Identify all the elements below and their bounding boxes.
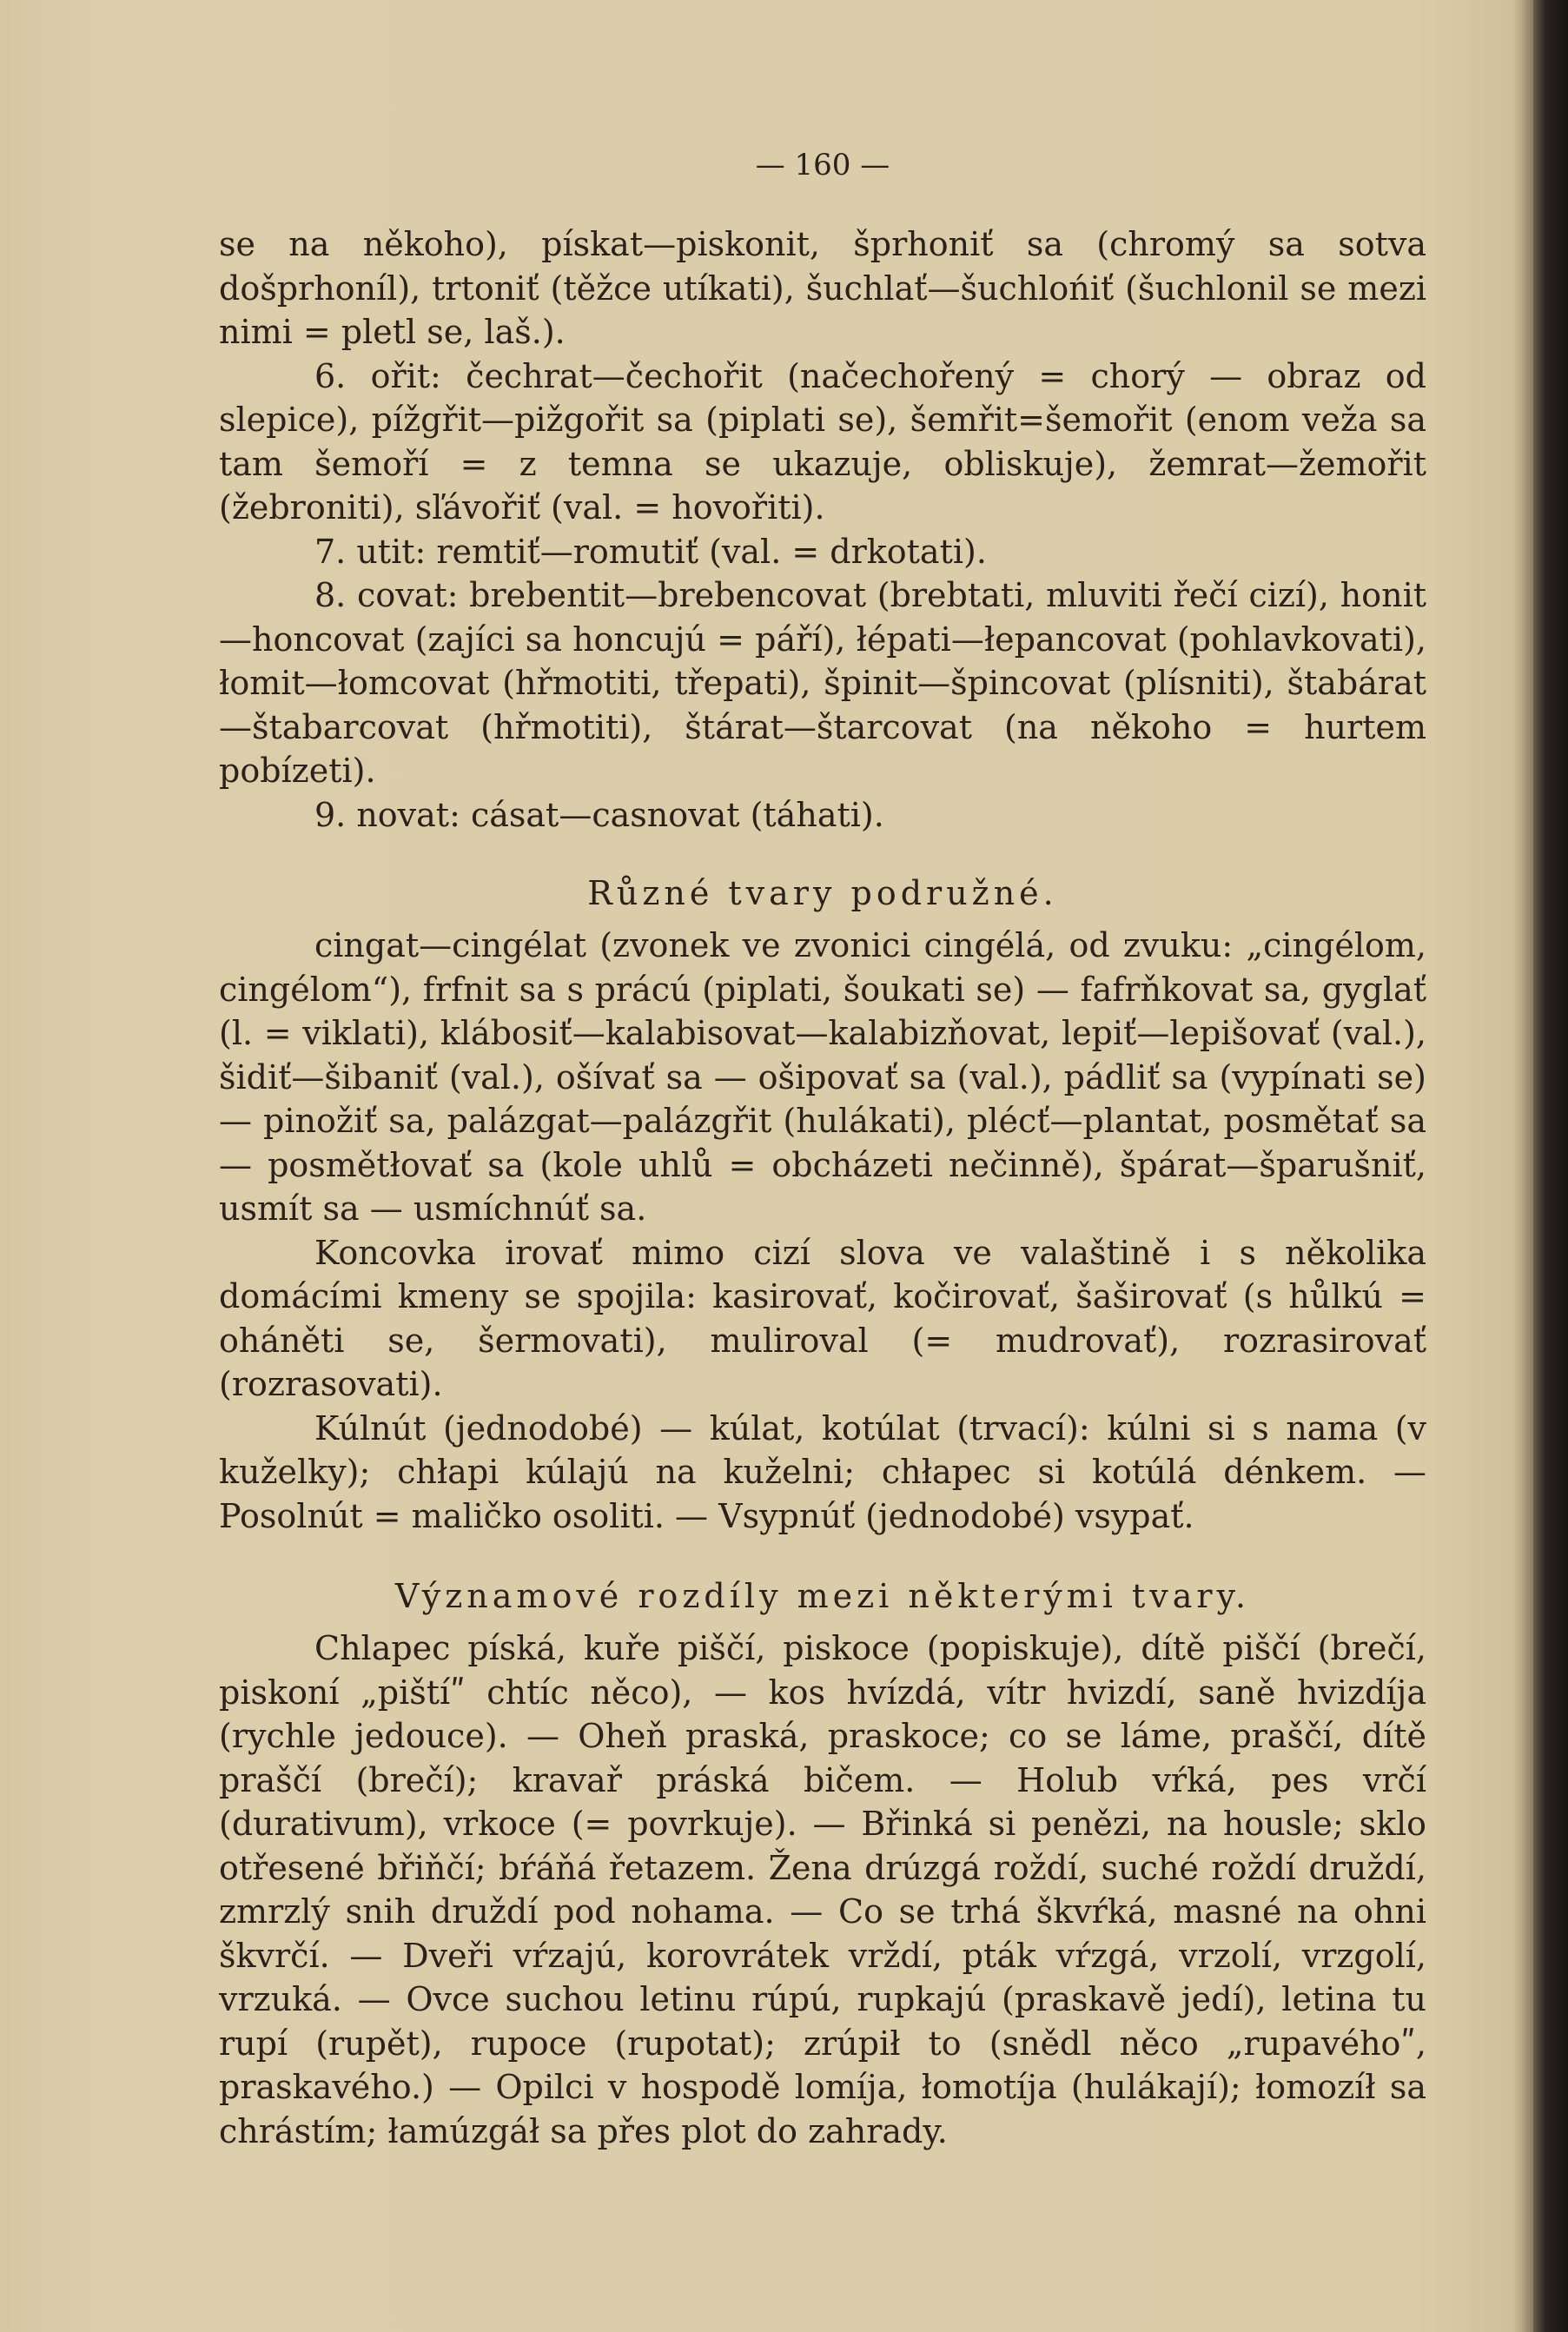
paragraph: se na někoho), pískat—piskonit, šprhoniť sa (chromý sa sotva došprhoníl), trtoniť (těžce utíkati), šuchlať—šuchlońiť (šuchlonil se mezi nimi = pletl se, laš.). xyxy=(219,225,1426,351)
paragraph: 7. utit: remtiť—romutiť (val. = drkotati). xyxy=(314,532,987,571)
paragraph: 9. novat: cásat—casnovat (táhati). xyxy=(314,795,884,834)
book-edge xyxy=(1533,0,1568,2332)
paragraph: Koncovka irovať mimo cizí slova ve valaštině i s několika domácími kmeny se spojila: kasirovať, kočirovať, šaširovať (s hůlkú = oháněti se, šermovati), muliroval (= mudrovať), rozrasirovať (rozrasovati). xyxy=(219,1233,1426,1403)
section-heading: Různé tvary podružné. xyxy=(587,874,1058,912)
paragraph: Chlapec píská, kuře piščí, piskoce (popiskuje), dítě piščí (brečí, piskoní „pištíʺ chtíc něco), — kos hvízdá, vítr hvizdí, saně hvizdíja (rychle jedouce). — Oheň praská, praskoce; co se láme, praščí, dítě praščí (brečí); kravař práská bičem. — Holub vŕká, pes vrčí (durativum), vrkoce (= povrkuje). — Břinká si penězi, na housle; sklo otřesené břiňčí; bŕáňá řetazem. Žena drúzgá roždí, suché roždí druždí, zmrzlý snih druždí pod nohama. — Co se trhá škvŕká, masné na ohni škvrčí. — Dveři vŕzajú, korovrátek vrždí, pták vŕzgá, vrzolí, vrzgolí, vrzuká. — Ovce suchou letinu rúpú, rupkajú (praskavě jedí), letina tu rupí (rupět), rupoce (rupotat); zrúpił to (snědl něco „rupavéhoʺ, praskavého.) — Opilci v hospodě lomíja, łomotíja (hulákají); łomozíł sa chrástím; łamúzgáł sa přes plot do zahrady. xyxy=(219,1629,1426,2150)
paragraph: Kúlnút (jednodobé) — kúlat, kotúlat (trvací): kúlni si s nama (v kuželky); chłapi kúlajú na kuželni; chłapec si kotúlá dénkem. — Posolnút = maličko osoliti. — Vsypnúť (jednodobé) vsypať. xyxy=(219,1408,1426,1535)
paragraph: 8. covat: brebentit—brebencovat (brebtati, mluviti řečí cizí), honit—honcovat (zajíci sa honcujú = páří), łépati—łepancovat (pohlavkovati), łomit—łomcovat (hřmotiti, třepati), špinit—špincovat (plísniti), štabárat—štabarcovat (hřmotiti), štárat—štarcovat (na někoho = hurtem pobízeti). xyxy=(219,576,1426,790)
page-number: — 160 — xyxy=(755,148,890,182)
page-content xyxy=(219,148,1426,2153)
section-meaning-differences xyxy=(219,1626,1426,2153)
page-fold-shadow xyxy=(1512,0,1533,2332)
section-various-forms xyxy=(219,924,1426,1538)
paragraph: cingat—cingélat (zvonek ve zvonici cingélá, od zvuku: „cingélom, cingélom“), frfnit sa s prácú (piplati, šoukati se) — fafrňkovat sa, gyglať (l. = viklati), klábosiť—kalabisovat—kalabizňovat, lepiť—lepišovať (val.), šidiť—šibaniť (val.), ošívať sa — ošipovať sa (val.), pádliť sa (vypínati se) — pinožiť sa, palázgat—palázgřit (hulákati), plécť—plantat, posmětať sa — posmětłovať sa (kole uhlů = obcházeti nečinně), špárat—šparušniť, usmít sa — usmíchnúť sa. xyxy=(219,926,1426,1228)
section-heading: Významové rozdíly mezi některými tvary. xyxy=(394,1577,1251,1615)
paragraph: 6. ořit: čechrat—čechořit (načechořený = chorý — obraz od slepice), pížgřit—pižgořit sa (piplati se), šemřit=šemořit (enom veža sa tam šemoří = z temna se ukazuje, obliskuje), žemrat—žemořit (žebroniti), sľávořiť (val. = hovořiti). xyxy=(219,356,1426,527)
section-verb-suffixes xyxy=(219,222,1426,837)
